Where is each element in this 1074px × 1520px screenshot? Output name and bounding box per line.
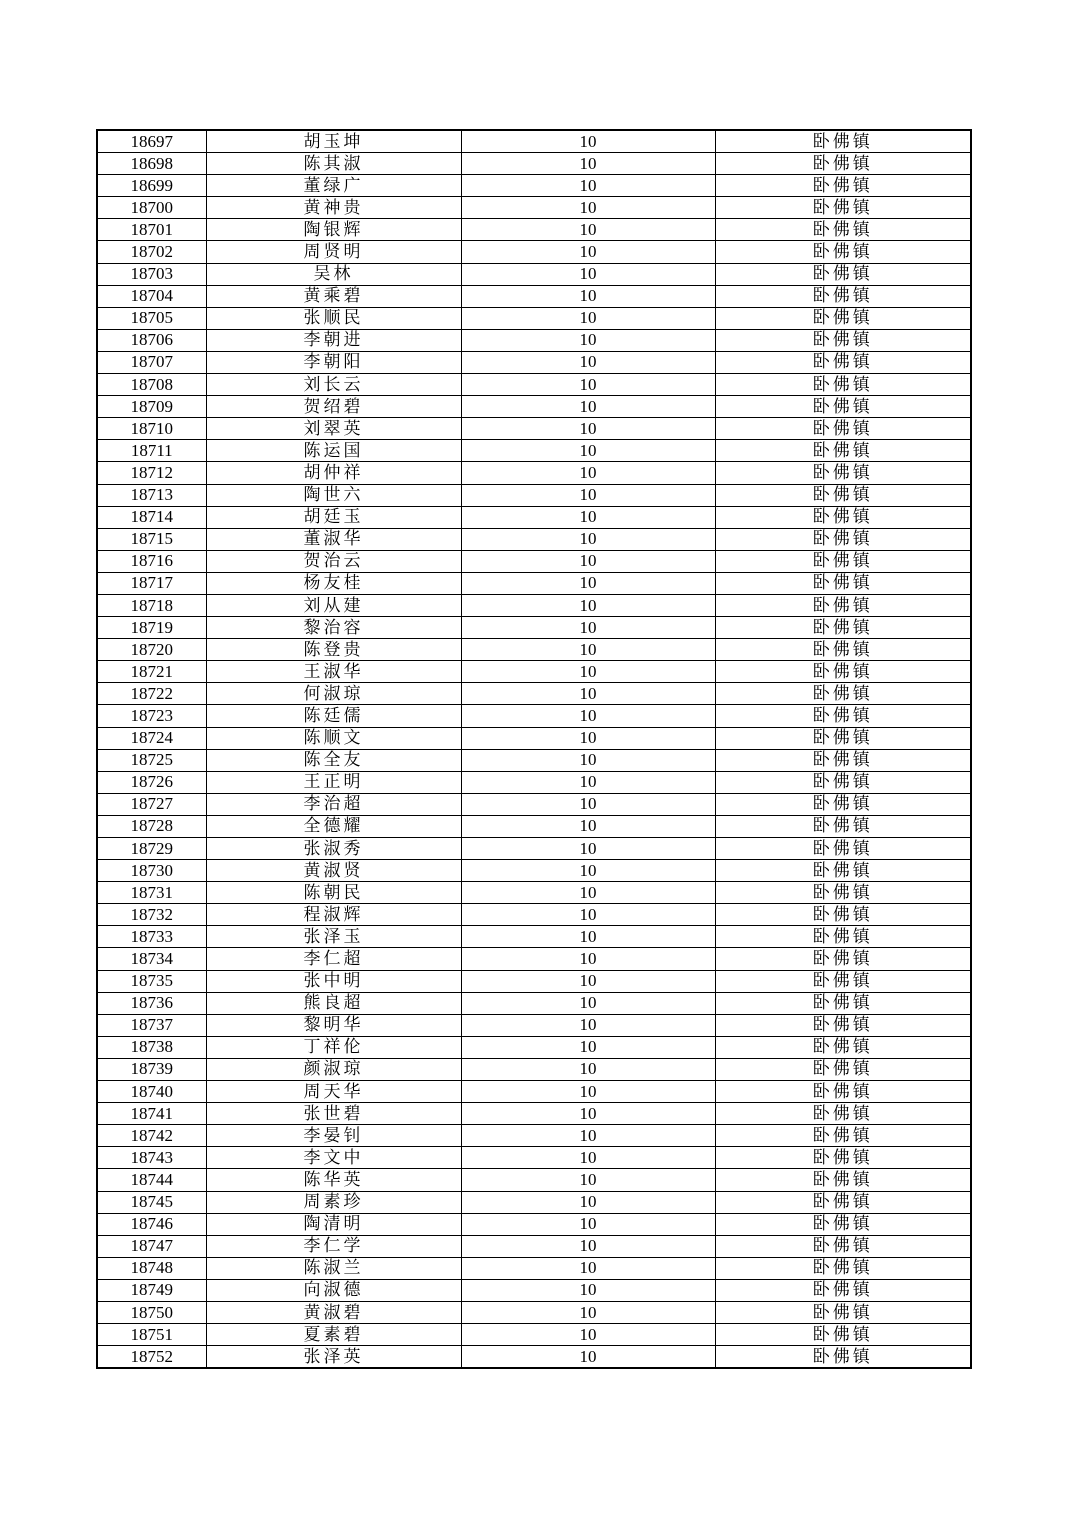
name-cell: 张中明: [206, 970, 461, 992]
table-row: [97, 1213, 971, 1235]
amount-cell: 10: [461, 418, 715, 440]
name-cell: 陈廷儒: [206, 705, 461, 727]
name-cell: 向淑德: [206, 1279, 461, 1301]
amount-cell: 10: [461, 374, 715, 396]
table-row: [97, 683, 971, 705]
town-cell: 卧佛镇: [715, 241, 971, 263]
table-row: [97, 1103, 971, 1125]
table-row: [97, 1301, 971, 1323]
id-cell: 18722: [97, 683, 206, 705]
table-row: [97, 1324, 971, 1346]
town-cell: 卧佛镇: [715, 594, 971, 616]
table-row: [97, 396, 971, 418]
table-row: [97, 594, 971, 616]
id-cell: 18746: [97, 1213, 206, 1235]
town-cell: 卧佛镇: [715, 1235, 971, 1257]
amount-cell: 10: [461, 838, 715, 860]
town-cell: 卧佛镇: [715, 860, 971, 882]
name-cell: 董绿广: [206, 175, 461, 197]
town-cell: 卧佛镇: [715, 838, 971, 860]
town-cell: 卧佛镇: [715, 418, 971, 440]
town-cell: 卧佛镇: [715, 1257, 971, 1279]
name-cell: 吴林: [206, 263, 461, 285]
id-cell: 18729: [97, 838, 206, 860]
id-cell: 18701: [97, 219, 206, 241]
amount-cell: 10: [461, 1036, 715, 1058]
name-cell: 陈其淑: [206, 153, 461, 175]
town-cell: 卧佛镇: [715, 1324, 971, 1346]
name-cell: 陈运国: [206, 440, 461, 462]
name-cell: 黎明华: [206, 1014, 461, 1036]
name-cell: 陶世六: [206, 484, 461, 506]
id-cell: 18718: [97, 594, 206, 616]
id-cell: 18744: [97, 1169, 206, 1191]
amount-cell: 10: [461, 815, 715, 837]
table-row: [97, 661, 971, 683]
id-cell: 18716: [97, 550, 206, 572]
table-row: [97, 307, 971, 329]
amount-cell: 10: [461, 661, 715, 683]
name-cell: 胡玉坤: [206, 130, 461, 153]
town-cell: 卧佛镇: [715, 175, 971, 197]
id-cell: 18735: [97, 970, 206, 992]
name-cell: 杨友桂: [206, 572, 461, 594]
amount-cell: 10: [461, 1324, 715, 1346]
town-cell: 卧佛镇: [715, 749, 971, 771]
name-cell: 王正明: [206, 771, 461, 793]
town-cell: 卧佛镇: [715, 130, 971, 153]
name-cell: 张泽玉: [206, 926, 461, 948]
name-cell: 黄淑贤: [206, 860, 461, 882]
name-cell: 张顺民: [206, 307, 461, 329]
amount-cell: 10: [461, 440, 715, 462]
town-cell: 卧佛镇: [715, 1147, 971, 1169]
table-row: [97, 1169, 971, 1191]
town-cell: 卧佛镇: [715, 197, 971, 219]
name-cell: 李文中: [206, 1147, 461, 1169]
name-cell: 黄神贵: [206, 197, 461, 219]
id-cell: 18704: [97, 285, 206, 307]
table-row: [97, 418, 971, 440]
town-cell: 卧佛镇: [715, 263, 971, 285]
name-cell: 黄淑碧: [206, 1301, 461, 1323]
town-cell: 卧佛镇: [715, 307, 971, 329]
table-row: [97, 528, 971, 550]
table-row: [97, 197, 971, 219]
amount-cell: 10: [461, 1081, 715, 1103]
id-cell: 18711: [97, 440, 206, 462]
town-cell: 卧佛镇: [715, 1279, 971, 1301]
name-cell: 李仁超: [206, 948, 461, 970]
amount-cell: 10: [461, 904, 715, 926]
id-cell: 18709: [97, 396, 206, 418]
amount-cell: 10: [461, 882, 715, 904]
name-cell: 胡仲祥: [206, 462, 461, 484]
amount-cell: 10: [461, 153, 715, 175]
table-row: [97, 882, 971, 904]
table-row: [97, 639, 971, 661]
id-cell: 18726: [97, 771, 206, 793]
id-cell: 18727: [97, 793, 206, 815]
id-cell: 18739: [97, 1058, 206, 1080]
name-cell: 程淑辉: [206, 904, 461, 926]
id-cell: 18712: [97, 462, 206, 484]
amount-cell: 10: [461, 1169, 715, 1191]
name-cell: 黎治容: [206, 617, 461, 639]
name-cell: 周贤明: [206, 241, 461, 263]
table-row: [97, 617, 971, 639]
amount-cell: 10: [461, 926, 715, 948]
id-cell: 18737: [97, 1014, 206, 1036]
id-cell: 18741: [97, 1103, 206, 1125]
town-cell: 卧佛镇: [715, 506, 971, 528]
table-row: [97, 1147, 971, 1169]
town-cell: 卧佛镇: [715, 1036, 971, 1058]
id-cell: 18710: [97, 418, 206, 440]
amount-cell: 10: [461, 970, 715, 992]
table-row: [97, 1191, 971, 1213]
id-cell: 18706: [97, 329, 206, 351]
name-cell: 张泽英: [206, 1346, 461, 1369]
table-row: [97, 263, 971, 285]
table-row: [97, 1257, 971, 1279]
amount-cell: 10: [461, 241, 715, 263]
name-cell: 陈淑兰: [206, 1257, 461, 1279]
name-cell: 李朝阳: [206, 351, 461, 373]
name-cell: 王淑华: [206, 661, 461, 683]
town-cell: 卧佛镇: [715, 882, 971, 904]
name-cell: 周天华: [206, 1081, 461, 1103]
town-cell: 卧佛镇: [715, 484, 971, 506]
amount-cell: 10: [461, 749, 715, 771]
town-cell: 卧佛镇: [715, 572, 971, 594]
table-row: [97, 970, 971, 992]
amount-cell: 10: [461, 727, 715, 749]
town-cell: 卧佛镇: [715, 1103, 971, 1125]
name-cell: 全德耀: [206, 815, 461, 837]
amount-cell: 10: [461, 175, 715, 197]
table-row: [97, 860, 971, 882]
id-cell: 18732: [97, 904, 206, 926]
id-cell: 18733: [97, 926, 206, 948]
name-cell: 陈登贵: [206, 639, 461, 661]
name-cell: 陈朝民: [206, 882, 461, 904]
table-row: [97, 241, 971, 263]
table-row: [97, 948, 971, 970]
table-row: [97, 285, 971, 307]
amount-cell: 10: [461, 528, 715, 550]
amount-cell: 10: [461, 639, 715, 661]
town-cell: 卧佛镇: [715, 970, 971, 992]
amount-cell: 10: [461, 329, 715, 351]
name-cell: 李朝进: [206, 329, 461, 351]
id-cell: 18719: [97, 617, 206, 639]
table-row: [97, 904, 971, 926]
amount-cell: 10: [461, 793, 715, 815]
name-cell: 陈华英: [206, 1169, 461, 1191]
amount-cell: 10: [461, 594, 715, 616]
id-cell: 18714: [97, 506, 206, 528]
id-cell: 18730: [97, 860, 206, 882]
table-row: [97, 815, 971, 837]
table-row: [97, 1235, 971, 1257]
town-cell: 卧佛镇: [715, 771, 971, 793]
town-cell: 卧佛镇: [715, 661, 971, 683]
table-row: [97, 153, 971, 175]
amount-cell: 10: [461, 860, 715, 882]
name-cell: 夏素碧: [206, 1324, 461, 1346]
id-cell: 18736: [97, 992, 206, 1014]
name-cell: 张淑秀: [206, 838, 461, 860]
id-cell: 18713: [97, 484, 206, 506]
amount-cell: 10: [461, 263, 715, 285]
table-body: [97, 130, 971, 1368]
table-row: [97, 462, 971, 484]
town-cell: 卧佛镇: [715, 374, 971, 396]
name-cell: 周素珍: [206, 1191, 461, 1213]
name-cell: 陈顺文: [206, 727, 461, 749]
town-cell: 卧佛镇: [715, 904, 971, 926]
amount-cell: 10: [461, 506, 715, 528]
town-cell: 卧佛镇: [715, 705, 971, 727]
id-cell: 18724: [97, 727, 206, 749]
amount-cell: 10: [461, 1346, 715, 1369]
town-cell: 卧佛镇: [715, 528, 971, 550]
table-row: [97, 130, 971, 153]
amount-cell: 10: [461, 1125, 715, 1147]
town-cell: 卧佛镇: [715, 683, 971, 705]
table-row: [97, 749, 971, 771]
name-cell: 陶清明: [206, 1213, 461, 1235]
name-cell: 贺治云: [206, 550, 461, 572]
id-cell: 18747: [97, 1235, 206, 1257]
town-cell: 卧佛镇: [715, 1014, 971, 1036]
town-cell: 卧佛镇: [715, 1169, 971, 1191]
id-cell: 18751: [97, 1324, 206, 1346]
town-cell: 卧佛镇: [715, 219, 971, 241]
id-cell: 18700: [97, 197, 206, 219]
id-cell: 18698: [97, 153, 206, 175]
name-cell: 刘从建: [206, 594, 461, 616]
town-cell: 卧佛镇: [715, 285, 971, 307]
id-cell: 18731: [97, 882, 206, 904]
town-cell: 卧佛镇: [715, 1346, 971, 1369]
table-row: [97, 1014, 971, 1036]
name-cell: 李晏钊: [206, 1125, 461, 1147]
amount-cell: 10: [461, 219, 715, 241]
amount-cell: 10: [461, 1257, 715, 1279]
table-row: [97, 1081, 971, 1103]
id-cell: 18750: [97, 1301, 206, 1323]
id-cell: 18715: [97, 528, 206, 550]
table-row: [97, 1036, 971, 1058]
id-cell: 18745: [97, 1191, 206, 1213]
table-row: [97, 1058, 971, 1080]
town-cell: 卧佛镇: [715, 793, 971, 815]
town-cell: 卧佛镇: [715, 926, 971, 948]
amount-cell: 10: [461, 948, 715, 970]
id-cell: 18707: [97, 351, 206, 373]
name-cell: 颜淑琼: [206, 1058, 461, 1080]
amount-cell: 10: [461, 1213, 715, 1235]
id-cell: 18725: [97, 749, 206, 771]
amount-cell: 10: [461, 550, 715, 572]
town-cell: 卧佛镇: [715, 727, 971, 749]
name-cell: 何淑琼: [206, 683, 461, 705]
amount-cell: 10: [461, 484, 715, 506]
amount-cell: 10: [461, 1301, 715, 1323]
town-cell: 卧佛镇: [715, 948, 971, 970]
name-cell: 丁祥伦: [206, 1036, 461, 1058]
table-row: [97, 1346, 971, 1369]
table-row: [97, 992, 971, 1014]
id-cell: 18748: [97, 1257, 206, 1279]
id-cell: 18721: [97, 661, 206, 683]
table-row: [97, 175, 971, 197]
amount-cell: 10: [461, 771, 715, 793]
id-cell: 18728: [97, 815, 206, 837]
table-row: [97, 926, 971, 948]
name-cell: 张世碧: [206, 1103, 461, 1125]
town-cell: 卧佛镇: [715, 815, 971, 837]
amount-cell: 10: [461, 572, 715, 594]
table-row: [97, 440, 971, 462]
id-cell: 18742: [97, 1125, 206, 1147]
id-cell: 18738: [97, 1036, 206, 1058]
id-cell: 18734: [97, 948, 206, 970]
name-cell: 贺绍碧: [206, 396, 461, 418]
amount-cell: 10: [461, 1235, 715, 1257]
table-row: [97, 572, 971, 594]
id-cell: 18723: [97, 705, 206, 727]
town-cell: 卧佛镇: [715, 1058, 971, 1080]
amount-cell: 10: [461, 130, 715, 153]
table-row: [97, 351, 971, 373]
name-cell: 刘翠英: [206, 418, 461, 440]
id-cell: 18720: [97, 639, 206, 661]
town-cell: 卧佛镇: [715, 351, 971, 373]
amount-cell: 10: [461, 1103, 715, 1125]
amount-cell: 10: [461, 1058, 715, 1080]
table-row: [97, 705, 971, 727]
table-row: [97, 329, 971, 351]
amount-cell: 10: [461, 396, 715, 418]
town-cell: 卧佛镇: [715, 1191, 971, 1213]
amount-cell: 10: [461, 1279, 715, 1301]
data-table: [96, 129, 972, 1369]
town-cell: 卧佛镇: [715, 639, 971, 661]
town-cell: 卧佛镇: [715, 462, 971, 484]
amount-cell: 10: [461, 992, 715, 1014]
amount-cell: 10: [461, 705, 715, 727]
name-cell: 熊良超: [206, 992, 461, 1014]
table-row: [97, 550, 971, 572]
name-cell: 陈全友: [206, 749, 461, 771]
amount-cell: 10: [461, 1147, 715, 1169]
table-row: [97, 374, 971, 396]
id-cell: 18749: [97, 1279, 206, 1301]
name-cell: 李仁学: [206, 1235, 461, 1257]
table-row: [97, 484, 971, 506]
id-cell: 18740: [97, 1081, 206, 1103]
id-cell: 18705: [97, 307, 206, 329]
town-cell: 卧佛镇: [715, 1213, 971, 1235]
amount-cell: 10: [461, 1191, 715, 1213]
town-cell: 卧佛镇: [715, 396, 971, 418]
id-cell: 18752: [97, 1346, 206, 1369]
id-cell: 18743: [97, 1147, 206, 1169]
amount-cell: 10: [461, 617, 715, 639]
id-cell: 18702: [97, 241, 206, 263]
id-cell: 18717: [97, 572, 206, 594]
name-cell: 李治超: [206, 793, 461, 815]
name-cell: 刘长云: [206, 374, 461, 396]
id-cell: 18703: [97, 263, 206, 285]
amount-cell: 10: [461, 1014, 715, 1036]
name-cell: 胡廷玉: [206, 506, 461, 528]
town-cell: 卧佛镇: [715, 329, 971, 351]
town-cell: 卧佛镇: [715, 550, 971, 572]
table-row: [97, 506, 971, 528]
amount-cell: 10: [461, 351, 715, 373]
table-row: [97, 219, 971, 241]
amount-cell: 10: [461, 307, 715, 329]
name-cell: 董淑华: [206, 528, 461, 550]
table-row: [97, 727, 971, 749]
table-row: [97, 1125, 971, 1147]
id-cell: 18697: [97, 130, 206, 153]
amount-cell: 10: [461, 462, 715, 484]
amount-cell: 10: [461, 197, 715, 219]
town-cell: 卧佛镇: [715, 992, 971, 1014]
town-cell: 卧佛镇: [715, 440, 971, 462]
town-cell: 卧佛镇: [715, 1081, 971, 1103]
town-cell: 卧佛镇: [715, 1125, 971, 1147]
name-cell: 黄乘碧: [206, 285, 461, 307]
table-row: [97, 838, 971, 860]
amount-cell: 10: [461, 683, 715, 705]
table-row: [97, 793, 971, 815]
id-cell: 18708: [97, 374, 206, 396]
table-row: [97, 771, 971, 793]
amount-cell: 10: [461, 285, 715, 307]
id-cell: 18699: [97, 175, 206, 197]
table-row: [97, 1279, 971, 1301]
name-cell: 陶银辉: [206, 219, 461, 241]
town-cell: 卧佛镇: [715, 1301, 971, 1323]
town-cell: 卧佛镇: [715, 617, 971, 639]
town-cell: 卧佛镇: [715, 153, 971, 175]
